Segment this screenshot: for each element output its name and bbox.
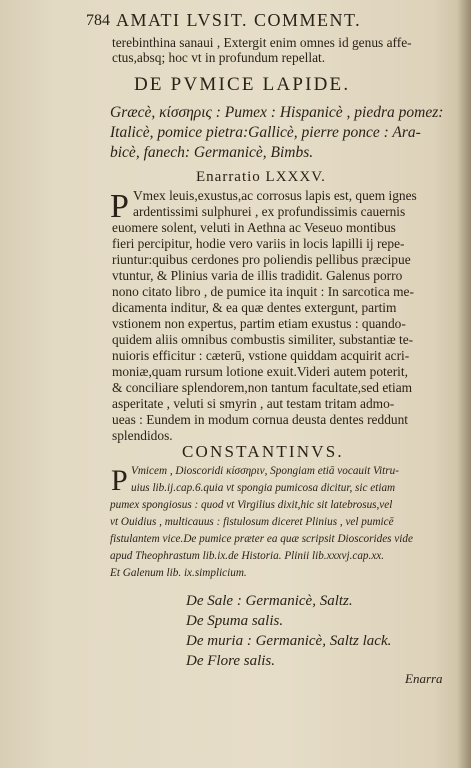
- drop-cap: P: [110, 188, 129, 225]
- constantinus-heading: CONSTANTINVS.: [182, 442, 344, 461]
- drop-cap: P: [111, 464, 128, 497]
- enarratio-line: fieri percipitur, hodie vero variis in locis lapilli ij repe-: [112, 236, 405, 251]
- commentary-line: pumex spongiosus : quod vt Virgilius dixit,hic sit latebrosus,vel: [110, 499, 393, 511]
- enarratio-line: dicamenta inditur, & ea quæ dentes extergunt, partim: [112, 300, 397, 315]
- enarratio-line: vtuntur, & Plinius varia de illis tradidit. Galenus porro: [112, 268, 403, 283]
- running-head: AMATI LVSIT. COMMENT.: [116, 10, 362, 30]
- enarratio-line: vstionem non expertus, partim etiam exustus : quando-: [112, 316, 406, 331]
- enarratio-line: nono citato libro , de pumice ita inquit : In sarcotica me-: [112, 284, 414, 299]
- enarratio-line: ardentissimi sulphurei , ex profundissimis cauernis: [133, 204, 406, 219]
- catchword: Enarra: [405, 671, 443, 686]
- commentary-line: uius lib.ij.cap.6.quia vt spongia pumicosa dicitur, sic etiam: [131, 482, 396, 494]
- enarratio-line: moniæ,quam rursum lotione exuit.Videri autem poterit,: [112, 364, 408, 379]
- commentary-line: vt Ouidius , multicauus : fistulosum diceret Plinius , vel pumicē: [110, 516, 394, 528]
- continuation-line: ctus,absq; hoc vt in profundum repellat.: [112, 50, 326, 65]
- enarratio-line: euomere solent, veluti in Aethna ac Veseuo montibus: [112, 220, 396, 235]
- names-line: Græcè, κίσσηρις : Pumex : Hispanicè , piedra pomez:: [110, 104, 444, 121]
- commentary-line: fistulantem vice.De pumice præter ea quæ scripsit Dioscorides vide: [110, 533, 413, 545]
- enarratio-line: riuntur:quibus cerdones pro poliendis pellibus præcipue: [112, 252, 411, 267]
- section-title: DE PVMICE LAPIDE.: [134, 74, 351, 95]
- enarratio-line: ueas : Eundem in modum cornua deusta dentes reddunt: [112, 412, 409, 427]
- continuation-line: terebinthina sanaui , Extergit enim omnes id genus affe-: [112, 35, 412, 50]
- index-entry: De Flore salis.: [186, 653, 276, 669]
- commentary-line: apud Theophrastum lib.ix.de Historia. Plinii lib.xxxvj.cap.xx.: [110, 550, 385, 562]
- enarratio-heading: Enarratio LXXXV.: [196, 169, 326, 185]
- enarratio-line: asperitate , veluti si smyrin , aut testam tritam admo-: [112, 396, 395, 411]
- index-entry: De Sale : Germanicè, Saltz.: [186, 593, 353, 609]
- page-number: 784: [86, 12, 110, 29]
- enarratio-line: splendidos.: [112, 428, 173, 443]
- enarratio-line: & conciliare splendorem,non tantum facultate,sed etiam: [112, 380, 413, 395]
- names-line: Italicè, pomice pietra:Gallicè, pierre ponce : Ara-: [110, 124, 421, 141]
- commentary-line: Et Galenum lib. ix.simplicium.: [110, 567, 247, 579]
- enarratio-line: quidem aliis omnibus combustis similiter, substantiæ te-: [112, 332, 414, 347]
- names-line: bicè, fanech: Germanicè, Bimbs.: [110, 144, 314, 161]
- enarratio-line: nuioris efficitur : cæterū, vstione quiddam acquirit acri-: [112, 348, 410, 363]
- page-edge-shadow: [457, 0, 471, 768]
- commentary-line: Vmicem , Dioscoridi κίσσηριν, Spongiam etiā vocauit Vitru-: [131, 465, 399, 477]
- enarratio-line: Vmex leuis,exustus,ac corrosus lapis est, quem ignes: [133, 188, 417, 203]
- index-entry: De Spuma salis.: [186, 613, 284, 629]
- index-entry: De muria : Germanicè, Saltz lack.: [186, 633, 392, 649]
